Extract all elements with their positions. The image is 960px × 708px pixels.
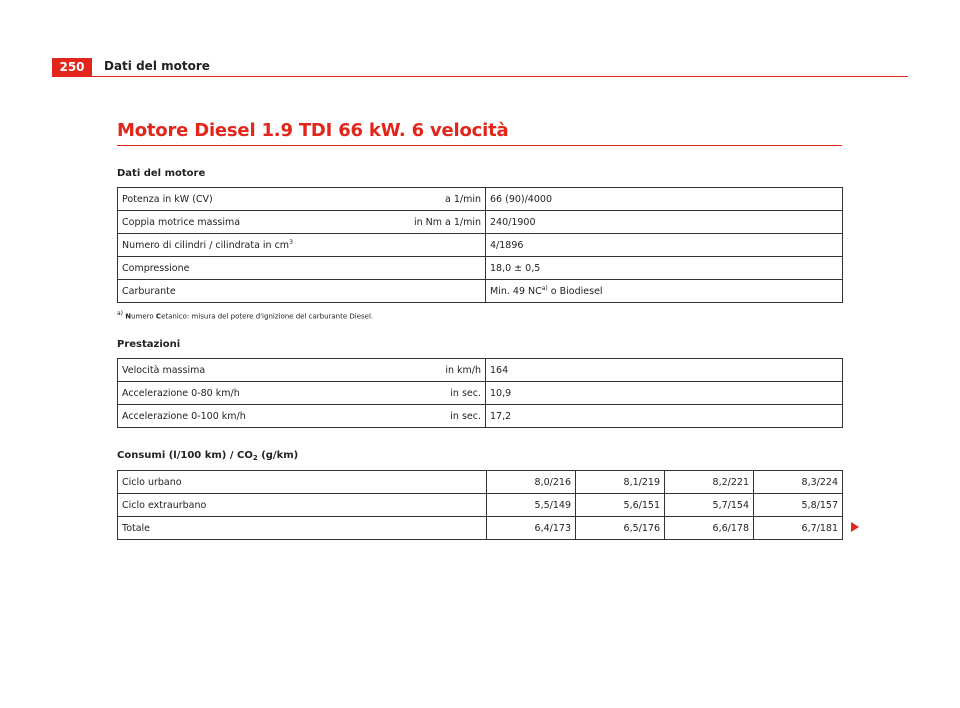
value-prefix: Min. 49 NC — [490, 286, 542, 298]
footnote-text-mid: umero — [131, 312, 156, 321]
engine-data-heading: Dati del motore — [117, 168, 206, 179]
row-unit: a 1/min — [377, 188, 486, 211]
performance-heading: Prestazioni — [117, 339, 181, 350]
table-row — [118, 257, 843, 280]
row-value: 5,5/149 — [487, 494, 576, 517]
row-unit: in sec. — [377, 405, 486, 428]
table-row — [118, 234, 843, 257]
table-row — [118, 359, 843, 382]
consumption-heading-text: Consumi (l/100 km) / CO — [117, 450, 253, 461]
superscript: 3 — [289, 238, 293, 246]
performance-table — [117, 358, 843, 428]
row-label-text: Numero di cilindri / cilindrata in cm — [122, 240, 290, 252]
row-label: Accelerazione 0-100 km/h — [118, 405, 378, 428]
row-value: 4/1896 — [486, 234, 843, 257]
table-row — [118, 188, 843, 211]
subscript: 2 — [252, 454, 258, 462]
row-value: 6,4/173 — [487, 517, 576, 540]
row-value — [486, 280, 843, 303]
row-label: Compressione — [118, 257, 378, 280]
page-title: Motore Diesel 1.9 TDI 66 kW. 6 velocità — [117, 120, 509, 141]
footnote — [117, 310, 373, 320]
table-row — [118, 382, 843, 405]
row-unit: in Nm a 1/min — [377, 211, 486, 234]
table-row — [118, 211, 843, 234]
row-value: 6,5/176 — [576, 517, 665, 540]
page-number: 250 — [52, 58, 92, 76]
footnote-bold-c: C — [155, 312, 162, 321]
row-label: Coppia motrice massima — [118, 211, 378, 234]
footnote-marker: a) — [117, 310, 124, 317]
row-unit — [377, 280, 486, 303]
consumption-table — [117, 470, 843, 540]
consumption-heading-unit: (g/km) — [257, 450, 299, 461]
row-label: Velocità massima — [118, 359, 378, 382]
row-value: 18,0 ± 0,5 — [486, 257, 843, 280]
row-value: 8,2/221 — [665, 471, 754, 494]
engine-data-table — [117, 187, 843, 303]
row-value: 240/1900 — [486, 211, 843, 234]
footnote-text: etanico: misura del potere d'ignizione del carburante Diesel. — [161, 312, 374, 321]
row-value: 6,6/178 — [665, 517, 754, 540]
row-value: 66 (90)/4000 — [486, 188, 843, 211]
table-row — [118, 517, 843, 540]
row-label: Ciclo urbano — [118, 471, 487, 494]
row-value: 17,2 — [486, 405, 843, 428]
footnote-ref: a) — [541, 284, 548, 292]
row-value: 8,3/224 — [754, 471, 843, 494]
table-row — [118, 471, 843, 494]
row-label — [118, 234, 378, 257]
row-label: Totale — [118, 517, 487, 540]
table-row — [118, 280, 843, 303]
row-value: 5,7/154 — [665, 494, 754, 517]
row-value: 164 — [486, 359, 843, 382]
footnote-bold-n: N — [125, 312, 132, 321]
consumption-heading — [117, 450, 298, 462]
row-unit: in sec. — [377, 382, 486, 405]
table-row — [118, 494, 843, 517]
row-label: Potenza in kW (CV) — [118, 188, 378, 211]
table-row — [118, 405, 843, 428]
row-label: Carburante — [118, 280, 378, 303]
play-arrow-icon — [851, 522, 859, 532]
row-unit: in km/h — [377, 359, 486, 382]
value-suffix: o Biodiesel — [547, 286, 603, 298]
row-label: Ciclo extraurbano — [118, 494, 487, 517]
row-value: 6,7/181 — [754, 517, 843, 540]
row-label: Accelerazione 0-80 km/h — [118, 382, 378, 405]
row-unit — [377, 257, 486, 280]
row-value: 10,9 — [486, 382, 843, 405]
row-value: 8,1/219 — [576, 471, 665, 494]
header-rule — [52, 76, 908, 77]
running-title: Dati del motore — [104, 59, 210, 73]
row-unit — [377, 234, 486, 257]
row-value: 8,0/216 — [487, 471, 576, 494]
row-value: 5,6/151 — [576, 494, 665, 517]
row-value: 5,8/157 — [754, 494, 843, 517]
title-rule — [117, 145, 842, 146]
